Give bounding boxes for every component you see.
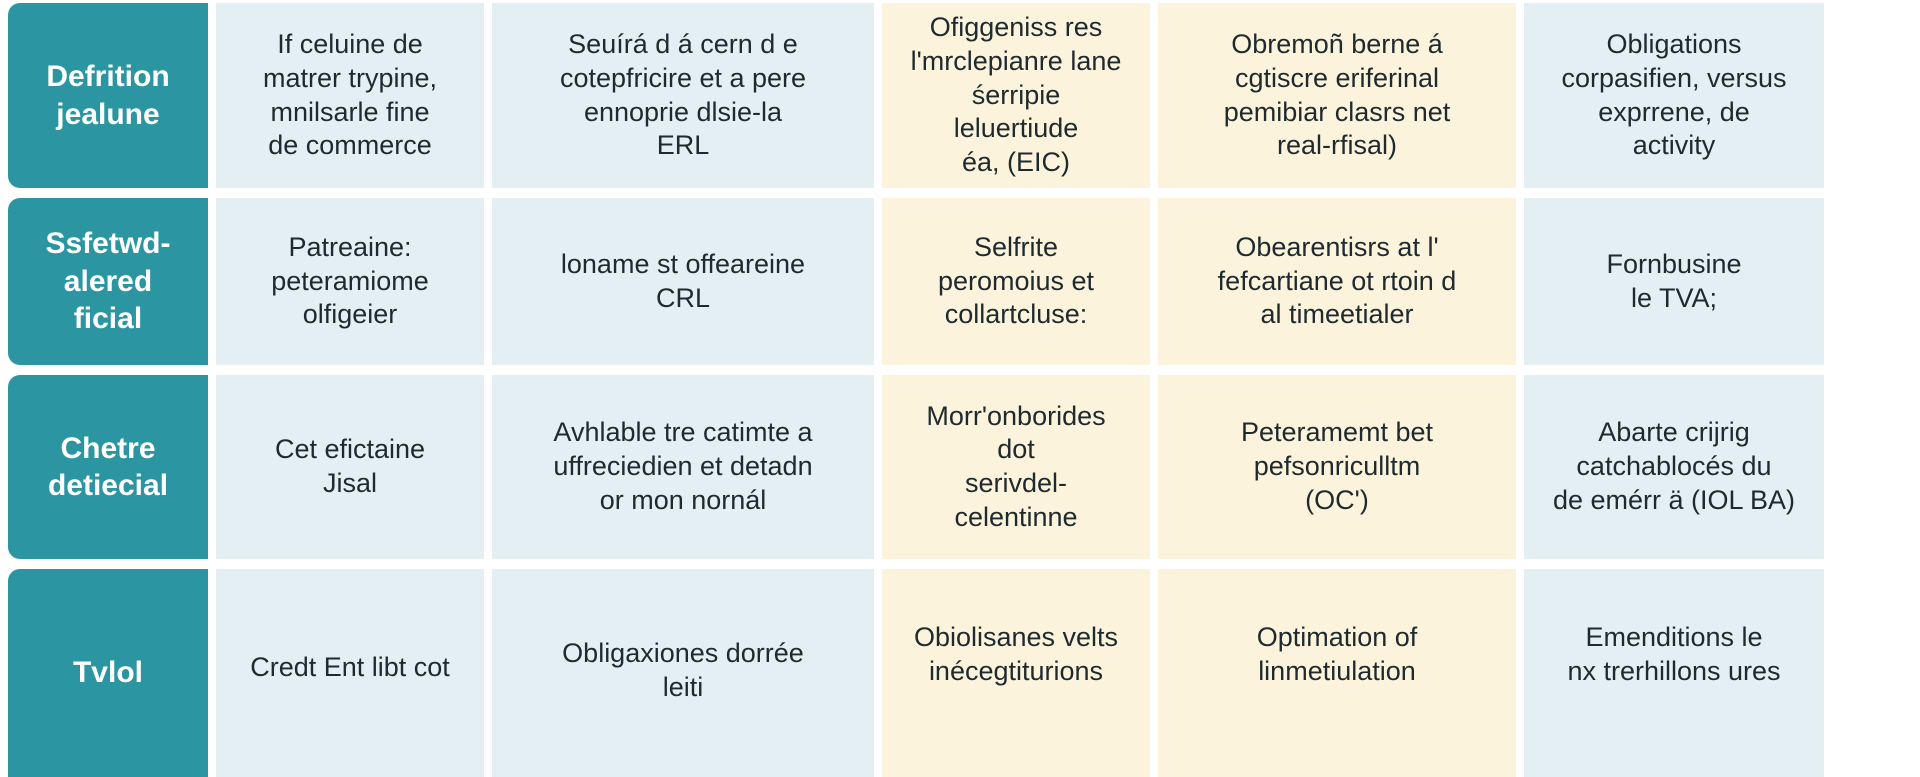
table-cell: Optimation of linmetiulation [1158, 569, 1516, 777]
table-cell: If celuine de matrer trypine, mnilsarle fine de commerce [216, 3, 484, 188]
table-cell: Obligaxiones dorrée leiti [492, 569, 874, 777]
table-cell: Peteramemt bet pefsonriculltm (OC') [1158, 375, 1516, 559]
table-cell: Credt Ent libt cot [216, 569, 484, 777]
table-cell: Fornbusine le TVA; [1524, 198, 1824, 365]
row-header-4: Tvlol [8, 569, 208, 777]
table-cell: Morr'onborides dot serivdel-celentinne [882, 375, 1150, 559]
table-cell: Obiolisanes velts inécegtiturions [882, 569, 1150, 777]
table-cell: Cet efictaine Jisal [216, 375, 484, 559]
row-header-3: Chetre detiecial [8, 375, 208, 559]
table-cell: Emenditions le nx trerhillons ures [1524, 569, 1824, 777]
table-cell: Avhlable tre catimte a uffreciedien et detadn or mon nornál [492, 375, 874, 559]
table-cell: Obligations corpasifien, versus exprrene, de activity [1524, 3, 1824, 188]
table-cell: Ofiggeniss res l'mrclepianre lane śerripie leluertiude éa, (EIC) [882, 3, 1150, 188]
row-header-2: Ssfetwd- alered ficial [8, 198, 208, 365]
table-cell: loname st offeareine CRL [492, 198, 874, 365]
table-cell: Seuírá d á cern d e cotepfricire et a pere ennoprie dlsie-la ERL [492, 3, 874, 188]
table-cell: Selfrite peromoius et collartcluse: [882, 198, 1150, 365]
table-cell: Obearentisrs at l' fefcartiane ot rtoin d al timeetialer [1158, 198, 1516, 365]
row-header-1: Defrition jealune [8, 3, 208, 188]
comparison-table [8, 0, 1920, 702]
table-cell: Patreaine: peteramiome olfigeier [216, 198, 484, 365]
table-cell: Obremoñ berne á cgtiscre eriferinal pemibiar clasrs net real-rfisal) [1158, 3, 1516, 188]
table-cell: Abarte crijrig catchablocés du de emérr ä (IOL BA) [1524, 375, 1824, 559]
